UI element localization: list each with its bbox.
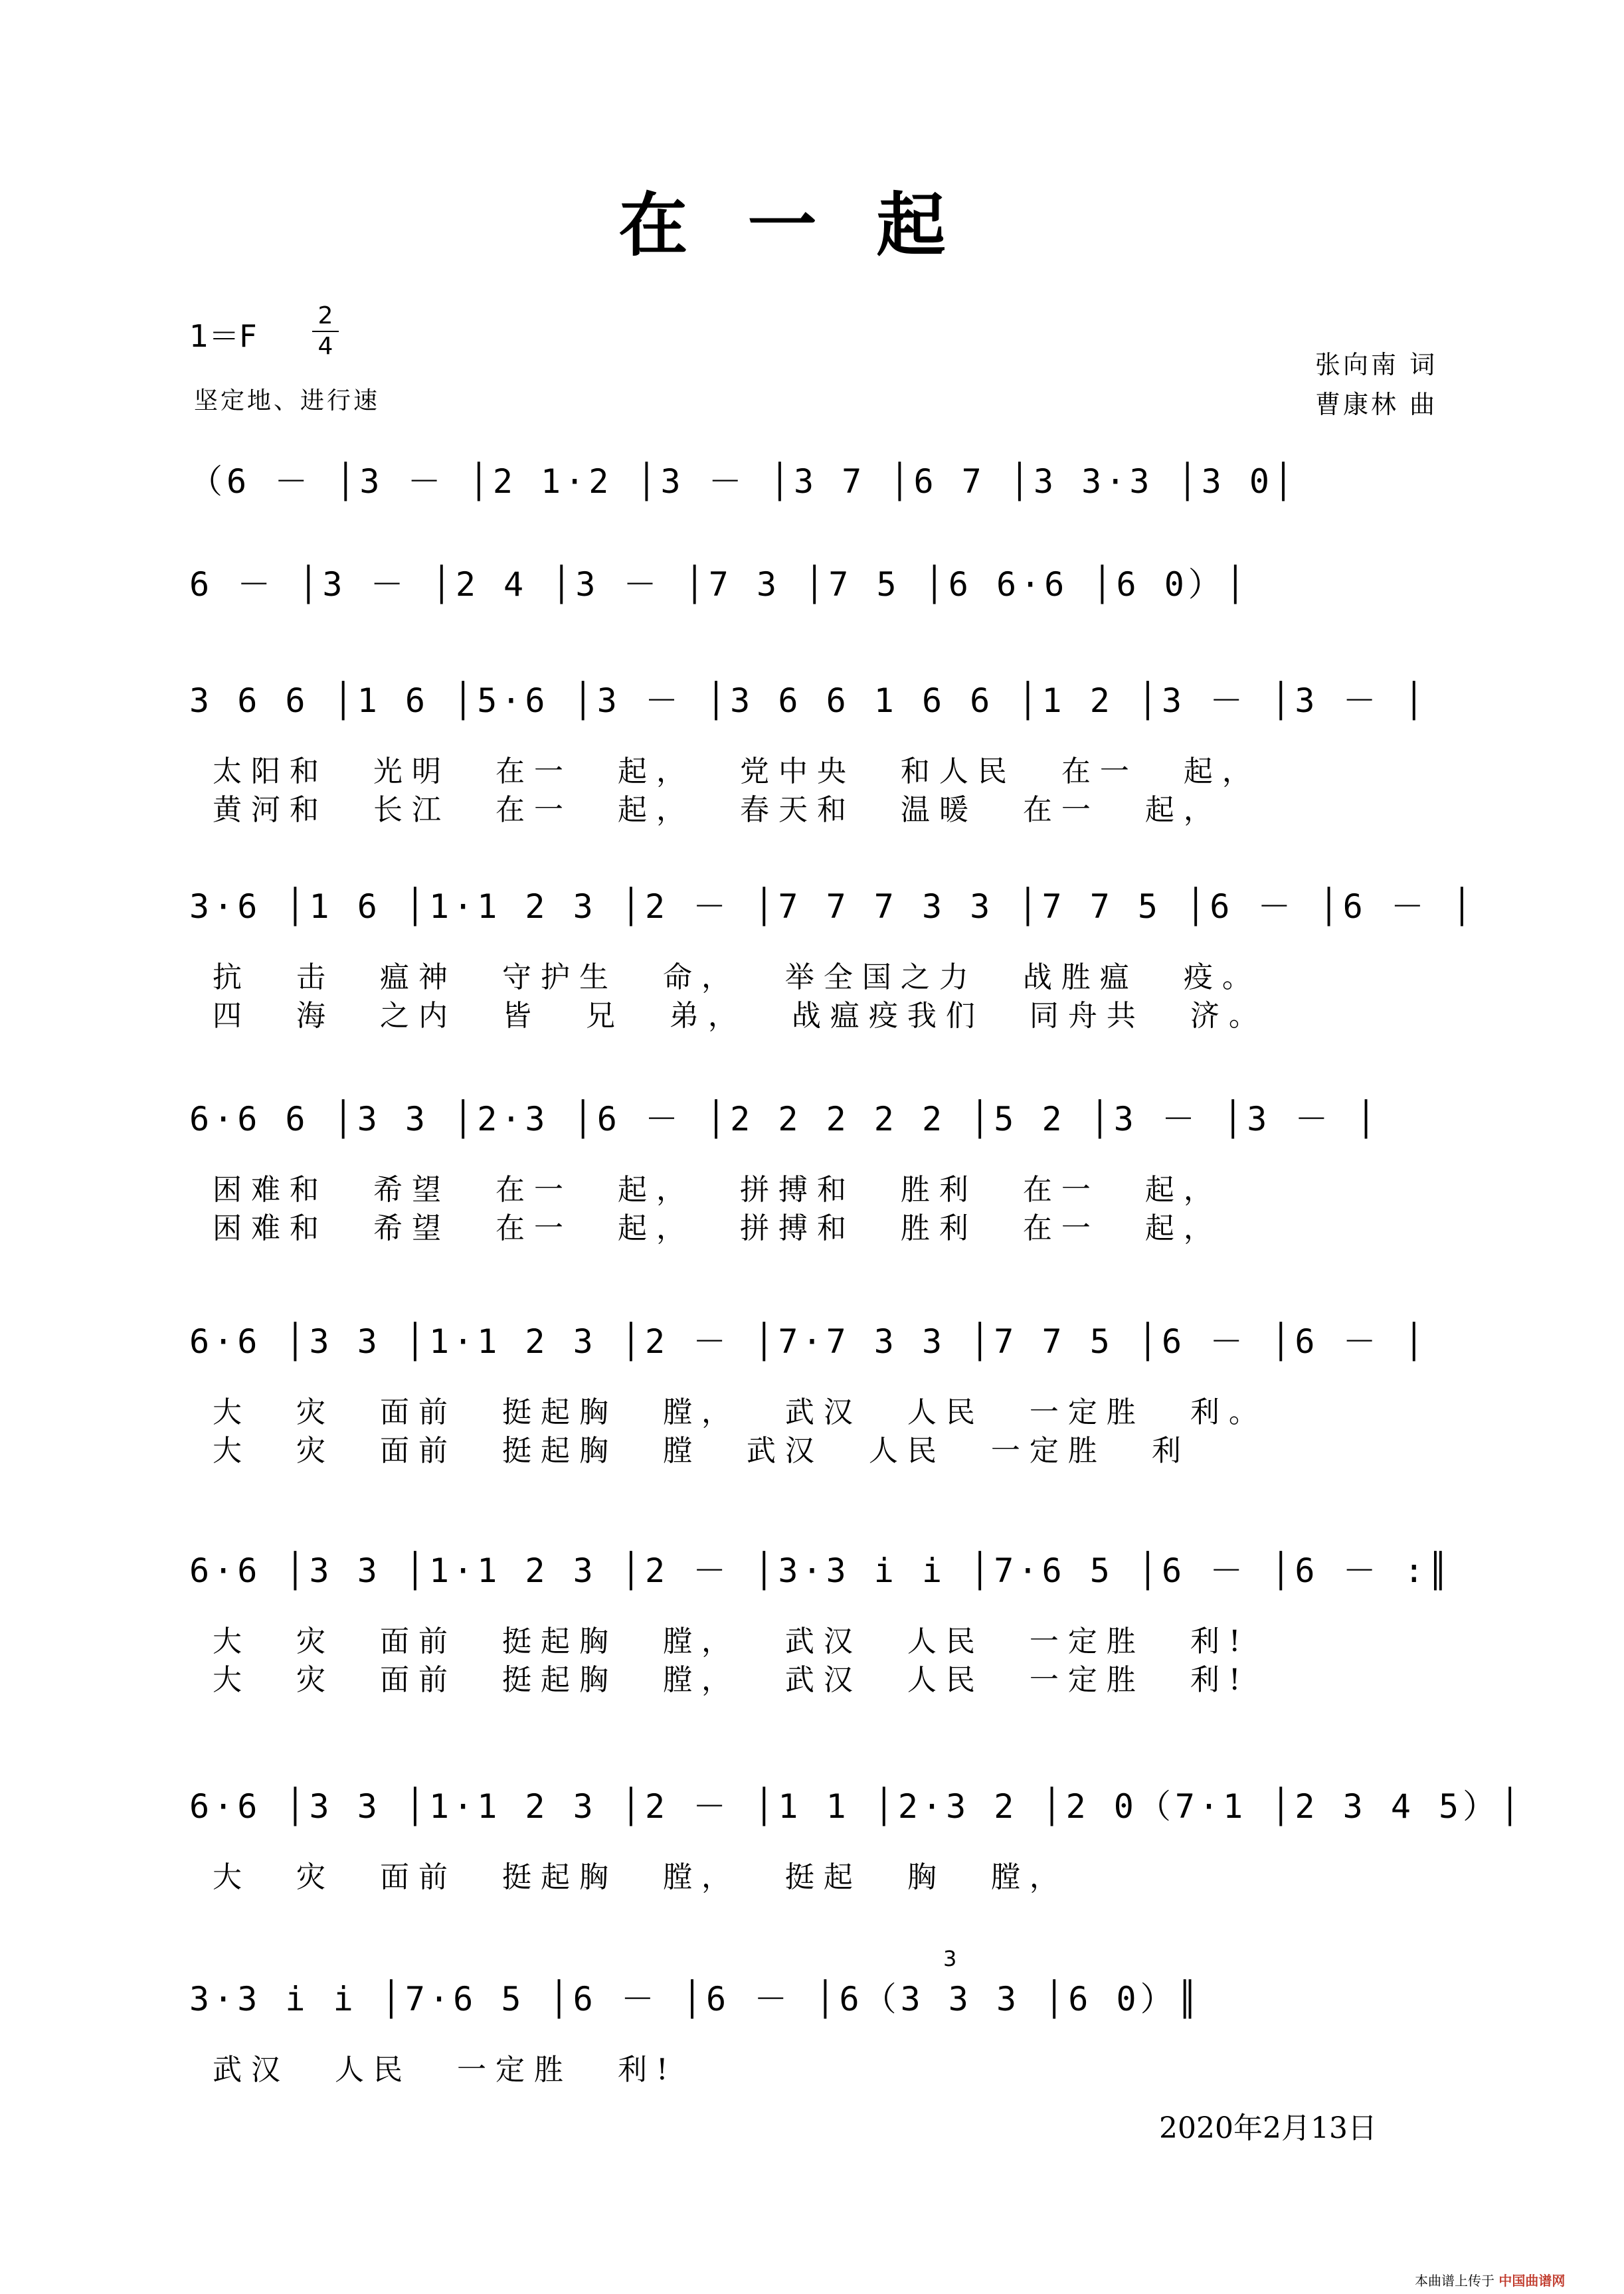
lyric-line: 大 灾 面前 挺起胸 膛 武汉 人民 一定胜 利	[213, 1434, 1190, 1468]
footer-watermark	[1415, 2270, 1565, 2289]
lyric-line: 四 海 之内 皆 兄 弟， 战瘟疫我们 同舟共 济。	[213, 999, 1267, 1033]
lyricist-credit: 张向南 词	[1315, 350, 1438, 379]
tempo-marking: 坚定地、进行速	[194, 387, 381, 414]
meter-bottom: 4	[317, 333, 333, 360]
notes-line: 6 － │3 － │2 4 │3 － │7 3 │7 5 │6 6·6 │6 0）│	[189, 565, 1249, 604]
footer-brand: 中国曲谱网	[1498, 2273, 1566, 2289]
lyric-line: 大 灾 面前 挺起胸 膛， 武汉 人民 一定胜 利!	[213, 1663, 1250, 1697]
lyric-line: 黄河和 长江 在一 起， 春天和 温暖 在一 起，	[213, 793, 1222, 827]
notes-line: 3·6 │1 6 │1·1 2 3 │2 － │7 7 7 3 3 │7 7 5 │6 － │6 － │	[189, 887, 1477, 926]
notes-line: 6·6 │3 3 │1·1 2 3 │2 － │7·7 3 3 │7 7 5 │6 － │6 － │	[189, 1322, 1428, 1361]
meter-top: 2	[317, 302, 333, 329]
notes-line: 3·3 i i │7·6 5 │6 － │6 － │6（3 3 3 │6 0）║	[189, 1980, 1202, 2018]
composition-date: 2020年2月13日	[1159, 2111, 1377, 2145]
notes-line: 6·6 │3 3 │1·1 2 3 │2 － │3·3 i i │7·6 5 │6 － │6 － :║	[189, 1551, 1452, 1590]
key-signature: 1＝F	[189, 318, 257, 354]
triplet-mark: 3	[943, 1946, 957, 1971]
notes-line: 3 6 6 │1 6 │5·6 │3 － │3 6 6 1 6 6 │1 2 │3 － │3 － │	[189, 681, 1428, 720]
lyric-line: 武汉 人民 一定胜 利!	[213, 2053, 677, 2087]
notes-line: 6·6 │3 3 │1·1 2 3 │2 － │1 1 │2·3 2 │2 0（7·1 │2 3 4 5）│	[189, 1787, 1524, 1826]
lyric-line: 困难和 希望 在一 起， 拼搏和 胜利 在一 起，	[213, 1211, 1222, 1245]
lyric-line: 大 灾 面前 挺起胸 膛， 武汉 人民 一定胜 利。	[213, 1395, 1267, 1429]
page-title: 在一起	[618, 184, 1006, 266]
composer-credit: 曹康林 曲	[1315, 390, 1438, 419]
lyric-line: 太阳和 光明 在一 起， 党中央 和人民 在一 起，	[213, 754, 1261, 788]
lyric-line: 大 灾 面前 挺起胸 膛， 挺起 胸 膛，	[213, 1860, 1068, 1894]
lyric-line: 抗 击 瘟神 守护生 命， 举全国之力 战胜瘟 疫。	[213, 960, 1261, 994]
notes-line: 6·6 6 │3 3 │2·3 │6 － │2 2 2 2 2 │5 2 │3 － │3 － │	[189, 1100, 1380, 1138]
lyric-line: 困难和 希望 在一 起， 拼搏和 胜利 在一 起，	[213, 1173, 1222, 1207]
time-signature	[312, 303, 339, 360]
notes-line: （6 － │3 － │2 1·2 │3 － │3 7 │6 7 │3 3·3 │3 0│	[189, 462, 1298, 501]
footer-prefix: 本曲谱上传于	[1415, 2273, 1494, 2289]
lyric-line: 大 灾 面前 挺起胸 膛， 武汉 人民 一定胜 利!	[213, 1625, 1250, 1658]
